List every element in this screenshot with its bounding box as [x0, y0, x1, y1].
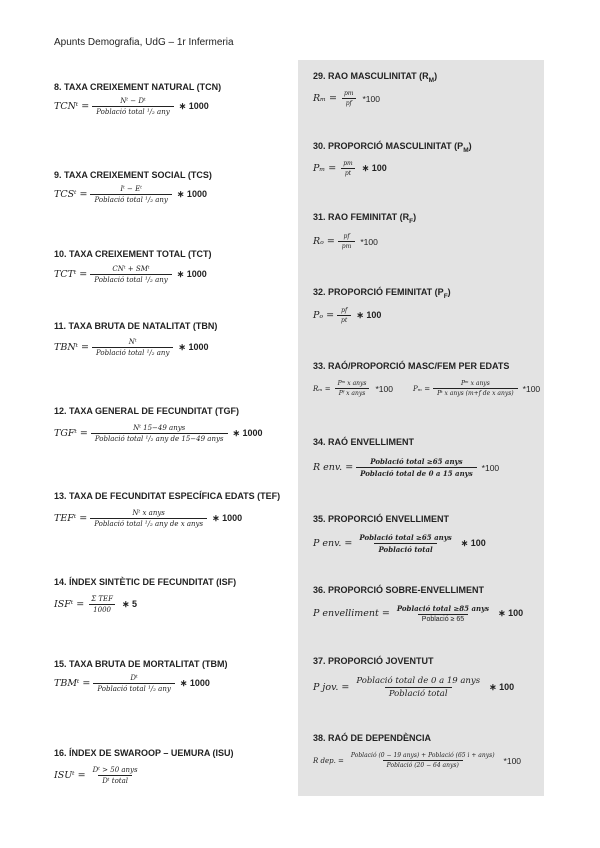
formula-proporcio-edats	[413, 380, 540, 397]
formula-rao-edats	[313, 380, 393, 397]
heading-rao-proporcio-edats: 33. RAÓ/PROPORCIÓ MASC/FEM PER EDATS	[313, 361, 510, 371]
heading-close: )	[434, 71, 438, 81]
formula-multiplier: *100	[503, 755, 522, 766]
formula-tcs	[54, 185, 207, 204]
formula-multiplier: ∗ 1000	[176, 189, 207, 199]
formula-proporcio-joventut	[313, 676, 514, 699]
formula-rao-masculinitat	[313, 90, 380, 107]
formula-lhs: TCNᵗ =	[54, 101, 90, 112]
formula-denominator: pt	[337, 315, 351, 324]
formula-isu	[54, 766, 145, 785]
document-header: Apunts Demografia, UdG – 1r Infermeria	[54, 37, 234, 48]
formula-multiplier: ∗ 100	[356, 310, 382, 320]
heading-text: 31. RAO FEMINITAT (R	[313, 212, 410, 222]
heading-close: )	[447, 287, 451, 297]
formula-denominator: Pᵗ x anys (m+f de x anys)	[433, 388, 518, 397]
formula-numerator: Nᵗ	[128, 338, 137, 346]
formula-denominator: pt	[341, 168, 355, 177]
formula-lhs: Rₒ =	[313, 236, 335, 247]
formula-numerator: Població total ≥85 anys	[396, 604, 490, 613]
formula-multiplier: ∗ 1000	[232, 428, 263, 438]
heading-tcn: 8. TAXA CREIXEMENT NATURAL (TCN)	[54, 82, 222, 92]
formula-denominator: Població total	[385, 687, 452, 699]
formula-lhs: Pₘ =	[313, 163, 337, 174]
formula-rao-dependencia	[313, 752, 521, 769]
formula-multiplier: ∗ 5	[122, 599, 138, 609]
formula-numerator: Nᵗ 15−49 anys	[133, 424, 186, 432]
formula-denominator: Població total ¹/₂ any	[92, 347, 173, 357]
formula-tbn	[54, 338, 208, 357]
heading-close: )	[468, 141, 472, 151]
formula-denominator: Població total ¹/₂ any de 15−49 anys	[91, 433, 228, 443]
formula-isf	[54, 595, 137, 614]
heading-close: )	[413, 212, 417, 222]
formula-proporcio-envelliment	[313, 533, 486, 554]
formula-multiplier: ∗ 100	[361, 163, 387, 173]
formula-lhs: Rₘ =	[313, 93, 337, 104]
formula-lhs: Pₒ =	[313, 310, 335, 321]
formula-numerator: Dᵗ	[130, 674, 138, 682]
formula-lhs: TBNᵗ =	[54, 342, 89, 353]
formula-numerator: Població total ≥65 anys	[370, 457, 463, 466]
formula-multiplier: ∗ 1000	[178, 342, 209, 352]
formula-lhs: R env. =	[313, 462, 354, 473]
formula-numerator: Població total de 0 a 19 anys	[356, 676, 481, 686]
formula-numerator: Dᵗ > 50 anys	[92, 766, 138, 774]
formula-numerator: Nᵗ − Dᵗ	[120, 97, 146, 105]
formula-tef	[54, 509, 242, 528]
formula-multiplier: ∗ 1000	[212, 513, 243, 523]
formula-denominator: Població total de 0 a 15 anys	[356, 467, 477, 478]
formula-numerator: Pᵐ x anys	[337, 380, 367, 387]
heading-text: 30. PROPORCIÓ MASCULINITAT (P	[313, 141, 464, 151]
formula-multiplier: ∗ 1000	[178, 101, 209, 111]
formula-multiplier: *100	[522, 383, 541, 394]
formula-lhs: TGFᵗ =	[54, 428, 88, 439]
heading-proporcio-joventut: 37. PROPORCIÓ JOVENTUT	[313, 656, 434, 666]
heading-isf: 14. ÍNDEX SINTÈTIC DE FECUNDITAT (ISF)	[54, 577, 237, 587]
heading-tcs: 9. TAXA CREIXEMENT SOCIAL (TCS)	[54, 170, 212, 180]
formula-denominator: pf	[342, 98, 356, 107]
formula-denominator: Població total ¹/₂ any	[90, 274, 171, 284]
formula-tcn	[54, 97, 209, 116]
heading-rao-masculinitat	[313, 71, 437, 84]
heading-isu: 16. ÍNDEX DE SWAROOP – UEMURA (ISU)	[54, 748, 234, 758]
formula-numerator: pm	[343, 160, 353, 167]
formula-rao-feminitat	[313, 233, 378, 250]
heading-subscript: F	[443, 292, 448, 300]
formula-denominator: Població (20 − 64 anys)	[383, 760, 463, 769]
formula-proporcio-masculinitat	[313, 160, 387, 177]
formula-lhs: ISFᵗ =	[54, 599, 85, 610]
heading-tbn: 11. TAXA BRUTA DE NATALITAT (TBN)	[54, 321, 218, 331]
formula-denominator: 1000	[89, 604, 115, 614]
formula-denominator: Pᶠ x anys	[335, 388, 370, 397]
heading-rao-dependencia: 38. RAÓ DE DEPENDÈNCIA	[313, 733, 432, 743]
formula-lhs: TCSᵗ =	[54, 189, 88, 200]
formula-lhs: P envelliment =	[313, 608, 390, 619]
heading-tct: 10. TAXA CREIXEMENT TOTAL (TCT)	[54, 249, 212, 259]
formula-denominator: Dᵗ total	[98, 775, 132, 785]
formula-multiplier: ∗ 1000	[176, 269, 207, 279]
heading-proporcio-envelliment: 35. PROPORCIÓ ENVELLIMENT	[313, 514, 450, 524]
heading-subscript: M	[463, 146, 469, 154]
formula-denominator: Població total ¹/₂ any de x anys	[90, 518, 207, 528]
heading-proporcio-feminitat	[313, 287, 451, 300]
formula-tct	[54, 265, 207, 284]
heading-text: 32. PROPORCIÓ FEMINITAT (P	[313, 287, 444, 297]
formula-proporcio-feminitat	[313, 307, 381, 324]
formula-multiplier: ∗ 100	[460, 538, 486, 548]
heading-subscript: F	[409, 217, 414, 225]
heading-tef: 13. TAXA DE FECUNDITAT ESPECÍFICA EDATS (TEF)	[54, 491, 281, 501]
formula-lhs: P env. =	[313, 538, 353, 549]
formula-multiplier: ∗ 100	[498, 608, 524, 618]
formula-lhs: Pₘ =	[413, 384, 431, 393]
formula-multiplier: *100	[362, 93, 380, 104]
formula-numerator: pm	[343, 90, 354, 97]
formula-multiplier: *100	[481, 462, 500, 473]
formula-numerator: Σ TEF	[91, 595, 113, 603]
formula-numerator: pf	[341, 307, 348, 314]
formula-denominator: Població ≥ 65	[418, 614, 468, 623]
formula-multiplier: *100	[375, 383, 393, 394]
heading-rao-envelliment: 34. RAÓ ENVELLIMENT	[313, 437, 415, 447]
heading-subscript: M	[428, 76, 435, 84]
formula-numerator: Població total ≥65 anys	[359, 533, 452, 542]
formula-multiplier: *100	[360, 236, 378, 247]
formula-lhs: TBMᵗ =	[54, 678, 91, 689]
formula-numerator: Pᵐ x anys	[460, 380, 490, 387]
formula-lhs: ISUᵗ =	[54, 770, 86, 781]
formula-lhs: TCTᵗ =	[54, 269, 88, 280]
formula-lhs: P jov. =	[313, 682, 350, 693]
heading-sobre-envelliment: 36. PROPORCIÓ SOBRE-ENVELLIMENT	[313, 585, 485, 595]
formula-sobre-envelliment	[313, 604, 523, 623]
formula-denominator: Població total ¹/₂ any	[92, 106, 173, 116]
heading-proporcio-masculinitat	[313, 141, 472, 154]
formula-numerator: Nᵗ x anys	[132, 509, 165, 517]
formula-lhs: R dep. =	[313, 756, 344, 765]
heading-tbm: 15. TAXA BRUTA DE MORTALITAT (TBM)	[54, 659, 228, 669]
formula-tbm	[54, 674, 210, 693]
formula-denominator: Població total	[374, 543, 436, 554]
formula-denominator: pm	[338, 241, 356, 250]
formula-lhs: TEFᵗ =	[54, 513, 88, 524]
formula-numerator: CNᵗ + SMᵗ	[112, 265, 150, 273]
formula-rao-envelliment	[313, 457, 499, 478]
formula-multiplier: ∗ 1000	[179, 678, 210, 688]
formula-numerator: pf	[343, 233, 350, 240]
formula-multiplier: ∗ 100	[489, 682, 515, 692]
formula-denominator: Població total ¹/₂ any	[93, 683, 174, 693]
formula-denominator: Població total ¹/₂ any	[90, 194, 171, 204]
formula-tgf	[54, 424, 263, 443]
heading-text: 29. RAO MASCULINITAT (R	[313, 71, 429, 81]
formula-numerator: Població (0 − 19 anys) + Població (65 i + anys)	[350, 752, 495, 759]
formula-lhs: Rₘ =	[313, 384, 331, 393]
formula-numerator: Iᵗ − Eᵗ	[120, 185, 142, 193]
heading-rao-feminitat	[313, 212, 416, 225]
heading-tgf: 12. TAXA GENERAL DE FECUNDITAT (TGF)	[54, 406, 240, 416]
